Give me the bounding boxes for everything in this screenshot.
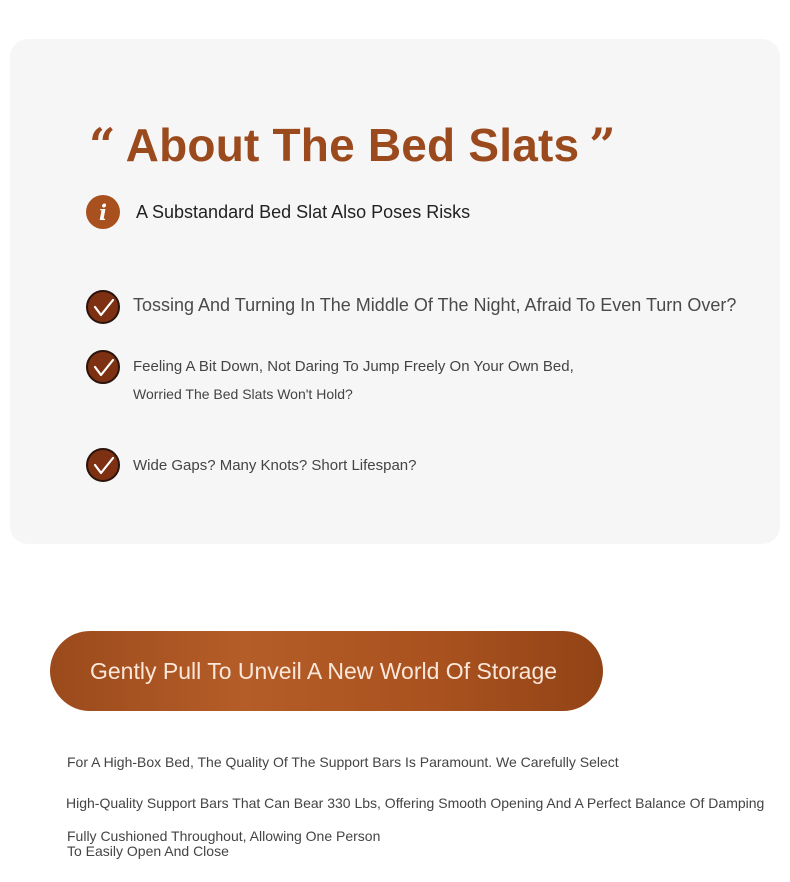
title-text: About The Bed Slats [125, 119, 580, 171]
storage-cta-button[interactable]: Gently Pull To Unveil A New World Of Storage [50, 631, 603, 711]
concern-item: Feeling A Bit Down, Not Daring To Jump Freely On Your Own Bed, [133, 358, 574, 375]
section-subtitle: A Substandard Bed Slat Also Poses Risks [136, 202, 471, 222]
concern-item-continued: Worried The Bed Slats Won't Hold? [133, 386, 353, 402]
description-line: High-Quality Support Bars That Can Bear 330 Lbs, Offering Smooth Opening And A Perfect Balance Of Damping [66, 795, 765, 811]
open-quote: “ [89, 118, 116, 172]
check-icon [86, 448, 120, 482]
concern-item: Tossing And Turning In The Middle Of The Night, Afraid To Even Turn Over? [133, 295, 737, 315]
description-line: Fully Cushioned Throughout, Allowing One Person To Easily Open And Close [67, 828, 381, 859]
check-icon [86, 350, 120, 384]
close-quote: ” [589, 118, 616, 172]
info-icon [86, 195, 120, 229]
check-icon [86, 290, 120, 324]
info-icon-glyph: i [99, 199, 107, 225]
concern-item: Wide Gaps? Many Knots? Short Lifespan? [133, 457, 417, 474]
section-title [89, 112, 616, 178]
description-line: For A High-Box Bed, The Quality Of The Support Bars Is Paramount. We Carefully Select [67, 754, 619, 770]
